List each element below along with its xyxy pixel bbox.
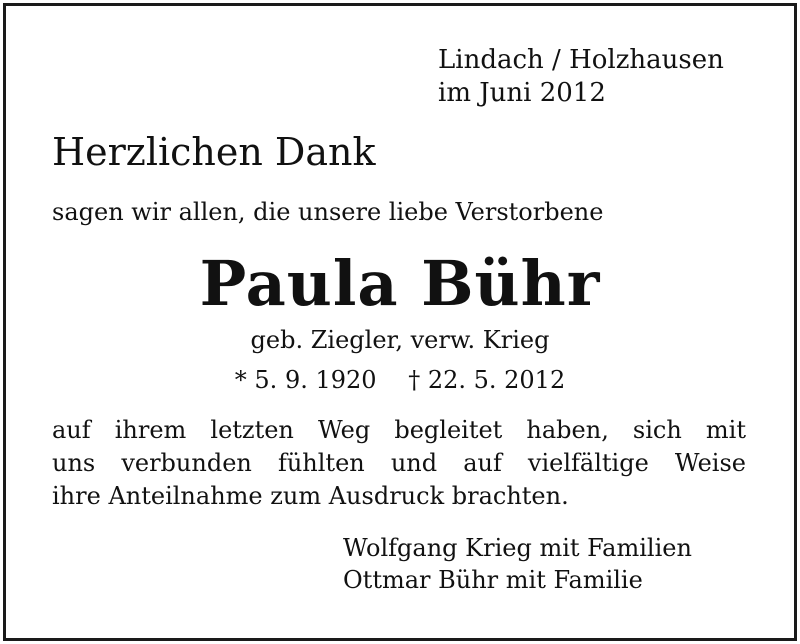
message-line: auf ihrem letzten Weg begleitet haben, sich mit	[52, 416, 746, 444]
message-line: uns verbunden fühlten und auf vielfältige Weise	[52, 449, 746, 477]
intro-line: sagen wir allen, die unsere liebe Verstorbene	[52, 198, 604, 226]
signature-line: Ottmar Bühr mit Familie	[343, 566, 643, 594]
place-line: Lindach / Holzhausen	[438, 45, 724, 75]
greeting-heading: Herzlichen Dank	[52, 130, 376, 174]
birth-date: * 5. 9. 1920	[234, 366, 377, 394]
death-date: † 22. 5. 2012	[408, 366, 566, 394]
place-date-block	[438, 44, 724, 110]
maiden-name-line: geb. Ziegler, verw. Krieg	[250, 326, 550, 354]
life-dates	[0, 364, 800, 396]
date-line: im Juni 2012	[438, 78, 606, 108]
message-paragraph	[52, 414, 746, 513]
signature-block	[343, 532, 692, 596]
deceased-name: Paula Bühr	[199, 247, 601, 320]
message-line: ihre Anteilnahme zum Ausdruck brachten.	[52, 482, 569, 510]
signature-line: Wolfgang Krieg mit Familien	[343, 534, 692, 562]
